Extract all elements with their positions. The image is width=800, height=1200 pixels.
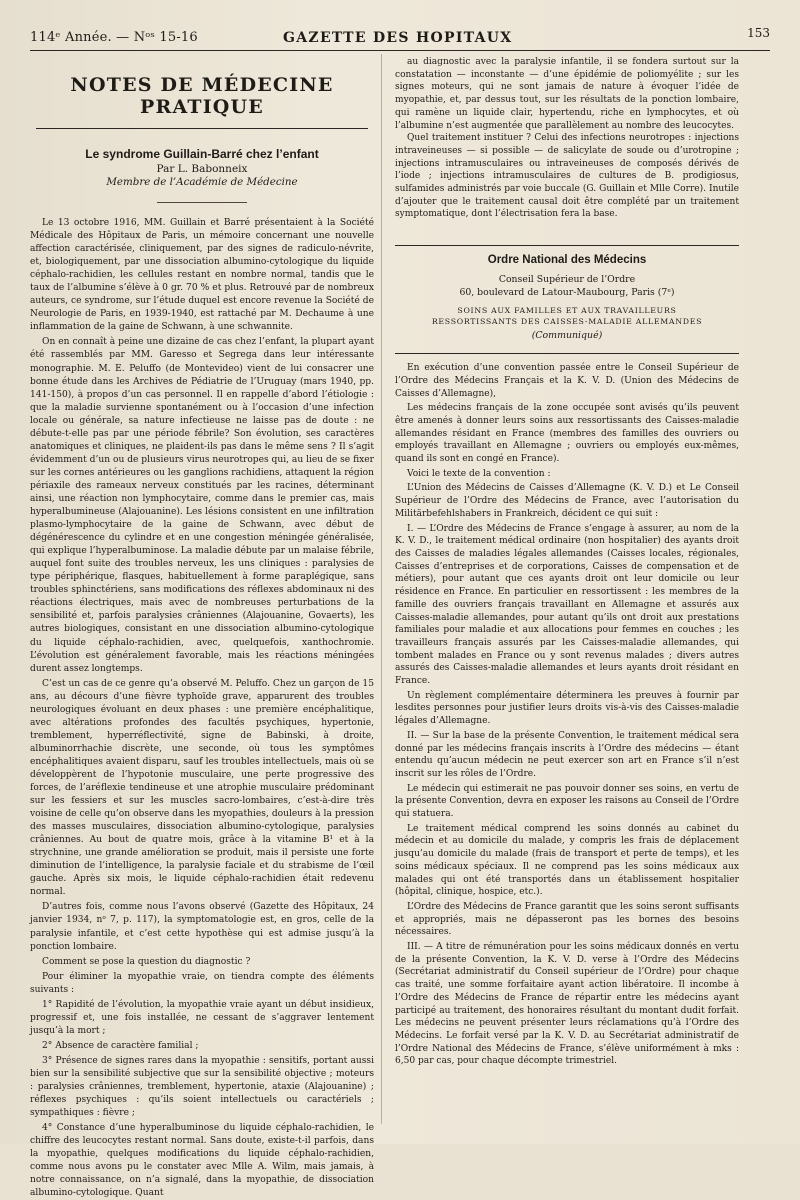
order-caption-1: SOINS AUX FAMILLES ET AUX TRAVAILLEURS xyxy=(457,306,677,316)
order-address: 60, boulevard de Latour-Maubourg, Paris (7ᵉ) xyxy=(459,287,675,299)
right-paragraph: III. — A titre de rémunération pour les soins médicaux donnés en vertu de la présente Convention, la K. V. D. verse à l’Ordre des Médecins (Secrétariat administratif du Conseil supérieur de l’Ordre) pour chaque cas traité, une somme forfaitaire ayant action libératoire. Il incombe à l’Ordre des Médecins de France de répartir entre les médecins ayant participé au traitement, des honoraires résultant du montant dudit forfait. Les médecins ne peuvent présenter leurs réclamations qu’à l’Ordre des Médecins. Le forfait versé par la K. V. D. au Secrétariat administratif de l’Ordre National des Médecins de France, s’élève uniformément à mks : 6,50 par cas, pour chaque décompte trimestriel. xyxy=(395,942,739,1067)
left-paragraph: Pour éliminer la myopathie vraie, on tiendra compte des éléments suivants : xyxy=(30,971,374,995)
page-header xyxy=(30,22,770,58)
right-paragraph: Voici le texte de la convention : xyxy=(407,468,551,479)
header-rule xyxy=(30,50,770,51)
right-paragraph: I. — L’Ordre des Médecins de France s’engage à assurer, au nom de la K. V. D., le traitement médical ordinaire (non hospitalier) des ayants droit des Caisses de maladies légales allemandes (Caisses locales, régionales, Caisses d’entreprises et de corporations, Caisses de compensation et de métiers), pour autant que ces ayants droit ont leur domicile ou leur résidence en France. En particulier en ressortissent : les membres de la famille des ouvriers français travaillant en Allemagne et assurés aux Caisses-maladie allemandes, pour autant qu’ils ont droit aux prestations familiales pour maladie et aux allocations pour femmes en couches ; les travailleurs français assurés par les Caisses-maladie allemandes, qui tombent malades en France ou y sont revenus malades ; divers autres assurés des Caisses-maladie allemandes et leurs ayants droit résidant en France. xyxy=(395,523,739,687)
page-number: 153 xyxy=(747,26,770,40)
right-paragraph: En exécution d’une convention passée entre le Conseil Supérieur de l’Ordre des Médecins Français et la K. V. D. (Union des Médecins de Caisses d’Allemagne), xyxy=(395,363,739,399)
right-paragraph: Les médecins français de la zone occupée sont avisés qu’ils peuvent être amenés à donner leurs soins aux ressortissants des Caisses-maladie allemandes résidant en France (membres des familles des ouvriers ou employés travaillant en Allemagne ; ouvriers ou employés eux-mêmes, quand ils sont en congé en France). xyxy=(395,403,739,465)
right-paragraph: Quel traitement instituer ? Celui des infections neurotropes : injections intraveineuses — si possible — de salicylate de soude ou d’urotropine ; injections intramusculaires ou intraveineuses de composés dérivés de l’iode ; injections intramusculaires de cultures de B. prodigiosus, sulfamides administrés par voie buccale (G. Guillain et Mlle Corre). Inutile d’ajouter que le traitement causal doit être complété par un traitement symptomatique, dont l’électrisation fera la base. xyxy=(395,133,739,220)
left-paragraph: D’autres fois, comme nous l’avons observé (Gazette des Hôpitaux, 24 janvier 1934, nᵒ 7, p. 117), la symptomatologie est, en gros, celle de la paralysie infantile, et c’est cette hypothèse qui est admise jusqu’à la ponction lombaire. xyxy=(30,902,374,952)
left-paragraph: 1° Rapidité de l’évolution, la myopathie vraie ayant un début insidieux, progressif et, une fois installée, ne cessant de s’aggraver lentement jusqu’à la mort ; xyxy=(30,999,374,1036)
right-paragraph: L’Union des Médecins de Caisses d’Allemagne (K. V. D.) et Le Conseil Supérieur de l’Ordre des Médecins de France, avec l’autorisation du Militärbefehlshabers in Frankreich, décident ce qui suit : xyxy=(395,483,739,519)
right-paragraph: au diagnostic avec la paralysie infantile, il se fondera surtout sur la constatation — inconstante — d’une épidémie de poliomyélite ; sur les signes moteurs, qui ne sont jamais de nature à évoquer l’idée de myopathie, et, par dessus tout, sur les résultats de la ponction lombaire, qui ramène un liquide clair, hypertendu, riche en lymphocytes, et où l’albumine n’est augmentée que parallèlement au nombre des leucocytes. xyxy=(395,57,739,131)
convention-text xyxy=(395,362,739,1068)
order-council: Conseil Supérieur de l’Ordre xyxy=(498,274,636,286)
left-paragraph: 2° Absence de caractère familial ; xyxy=(42,1040,199,1051)
left-paragraph: C’est un cas de ce genre qu’a observé M. Peluffo. Chez un garçon de 15 ans, au décours d’une fièvre typhoïde grave, apparurent des troubles neurologiques évoluant en deux phases : une première encéphalitique, avec altérations profondes des facultés psychiques, hypertonie, tremblement, hyperréflectivité, signe de Babinski, à droite, albuminorrhachie discrète, une seconde, où tous les symptômes encéphalitiques avaient disparu, sauf les troubles intellectuels, mais où se développèrent de l’hypotonie musculaire, une perte progressive des forces, de l’aréflexie tendineuse et une atrophie musculaire prédominant sur les fessiers et sur les muscles sacro-lombaires, c’est-à-dire très voisine de celle qu’on observe dans les myopathies, douleurs à la pression des masses musculaires, dissociation albumino-cytologique, paralysies crâniennes. Au bout de quatre mois, grâce à la vitamine B¹ et à la strychnine, une grande amélioration se produit, mais il persiste une forte diminution de l’intelligence, la paralysie faciale et du strabisme de l’œil gauche. Après six mois, le liquide céphalo-rachidien était redevenu normal. xyxy=(30,678,374,898)
section-rule xyxy=(36,128,368,129)
article-rule xyxy=(157,202,247,203)
right-column xyxy=(395,56,739,1126)
right-paragraph: Le traitement médical comprend les soins donnés au cabinet du médecin et au domicile du malade, y compris les frais de déplacement jusqu’au domicile du malade (frais de transport et perte de temps), et les soins médicaux spéciaux. Il ne comprend pas les soins médicaux aux malades qui ont été transportés dans un établissement hospitalier (hôpital, clinique, hospice, etc.). xyxy=(395,823,739,898)
order-communique: (Communiqué) xyxy=(531,330,603,342)
article-author: Par L. Babonneix xyxy=(156,163,248,175)
left-paragraph: 4° Constance d’une hyperalbuminose du liquide céphalo-rachidien, le chiffre des leucocytes restant normal. Sans doute, existe-t-il parfois, dans la myopathie, quelques modifications du liquide céphalo-rachidien, comme nous avons pu le constater avec Mlle A. Wilm, mais jamais, à notre connaissance, on n’a signalé, dans la myopathie, de dissociation albumino-cytologique. Quant xyxy=(30,1123,374,1199)
order-caption-2: RESSORTISSANTS DES CAISSES-MALADIE ALLEMANDES xyxy=(431,317,703,327)
publication-title: GAZETTE DES HOPITAUX xyxy=(283,30,513,46)
left-paragraph: Comment se pose la question du diagnostic ? xyxy=(42,956,251,967)
right-paragraph: II. — Sur la base de la présente Convention, le traitement médical sera donné par les médecins français inscrits à l’Ordre des médecins — étant entendu qu’aucun médecin ne peut exercer son art en France s’il n’est inscrit sur les rôles de l’Ordre. xyxy=(395,730,739,779)
order-notice-box xyxy=(395,245,739,354)
left-paragraph: On en connaît à peine une dizaine de cas chez l’enfant, la plupart ayant été rassemblés par MM. Garesso et Segrega dans leur intéressante monographie. M. E. Peluffo (de Montevideo) vient de lui consacrer une bonne étude dans les Archives de Pédiatrie de l’Uruguay (mars 1940, pp. 141-150), à propos d’un cas personnel. Il en rappelle d’abord l’étiologie : que la maladie survienne spontanément ou à l’occasion d’une infection locale ou générale, sa nature infectieuse ne laisse pas de doute : ne débute-t-elle pas par une période fébrile? Son évolution, ses caractères anatomiques et cliniques, ne plaident-ils pas dans le même sens ? Il s’agit évidemment d’un ou de plusieurs virus neurotropes qui, au lieu de se fixer sur les cornes antérieures ou les ganglions rachidiens, attaquent la région périaxile des rameaux nerveux constitués par les racines, déterminant ainsi, une réaction non lymphocytaire, comme dans le premier cas, mais hyperalbumineuse (Alajouanine). Les lésions consistent en une infiltration plasmo-lymphocytaire de la gaine de Schwann, avec début de dégénérescence du cylindre et en une congestion méningée généralisée, qui explique l’hyperalbuminose. La maladie débute par un malaise fébrile, auquel font suite des troubles nerveux, les uns cliniques : paralysies de type périphérique, flasques, habituellement à forme paraplégique, sans troubles sphinctériens, sans modifications des réflexes abdominaux ni des réactions électriques, mais avec de nombreuses perturbations de la sensibilité et, parfois paralysies crâniennes (Alajouanine, Govaerts), les autres biologiques, consistant en une dissociation albumino-cytologique du liquide céphalo-rachidien, avec, quelquefois, xanthochromie. L’évolution est généralement favorable, mais les réactions méningées durent assez longtemps. xyxy=(30,337,374,674)
issue-line: 114ᵉ Année. — Nᵒˢ 15-16 xyxy=(30,30,198,45)
column-divider xyxy=(381,54,382,1124)
author-affiliation: Membre de l’Académie de Médecine xyxy=(106,176,298,188)
left-column xyxy=(30,56,374,1199)
right-paragraph: Le médecin qui estimerait ne pas pouvoir donner ses soins, en vertu de la présente Convention, devra en exposer les raisons au Conseil de l’Ordre qui statuera. xyxy=(395,783,739,820)
article-title: Le syndrome Guillain-Barré chez l’enfant xyxy=(85,147,319,161)
right-paragraph: Un règlement complémentaire déterminera les preuves à fournir par lesdites personnes pour justifier leurs droits vis-à-vis des Caisses-maladie légales d’Allemagne. xyxy=(395,690,739,727)
left-paragraph: Le 13 octobre 1916, MM. Guillain et Barré présentaient à la Société Médicale des Hôpitaux de Paris, un mémoire concernant une nouvelle affection caractérisée, cliniquement, par des signes de radiculo-névrite, et, biologiquement, par une dissociation albumino-cytologique du liquide céphalo-rachidien, les cellules restant en nombre normal, tandis que le taux de l’albumine s’élève à 0 gr. 70 % et plus. Retrouvé par de nombreux auteurs, ce syndrome, sur l’étude duquel est encore revenue la Société de Neurologie de Paris, en 1939-1940, est rattaché par M. Dechaume à une inflammation de la gaine de Schwann, à une schwannite. xyxy=(30,218,374,333)
section-title: NOTES DE MÉDECINE PRATIQUE xyxy=(70,74,334,118)
left-paragraph: 3° Présence de signes rares dans la myopathie : sensitifs, portant aussi bien sur la sensibilité subjective que sur la sensibilité objective ; moteurs : paralysies crâniennes, tremblement, hypertonie, ataxie (Alajouanine) ; réflexes psychiques : qu’ils soient intellectuels ou caractériels ; sympathiques : fièvre ; xyxy=(30,1055,374,1119)
right-paragraph: L’Ordre des Médecins de France garantit que les soins seront suffisants et appropriés, mais ne dépasseront pas les bornes des besoins nécessaires. xyxy=(395,901,739,938)
order-title: Ordre National des Médecins xyxy=(487,254,647,267)
